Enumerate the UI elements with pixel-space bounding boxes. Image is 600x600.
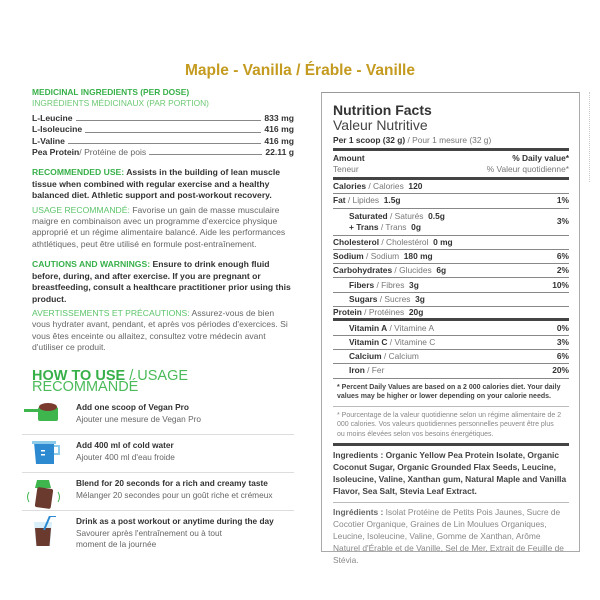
divider <box>589 92 590 182</box>
step-item: Drink as a post workout or anytime during the day Savourer après l'entraînement ou à tout moment de la journée <box>22 511 294 549</box>
nutrition-facts-table <box>321 92 580 566</box>
calcium-row: Calcium / Calcium 6% <box>333 350 569 364</box>
ingredients-en: Ingredients : Organic Yellow Pea Protein Isolate, Organic Coconut Sugar, Organic Grounded Flax Seeds, Leucine, Isoleucine, Valine, Xanthan gum, Natural Maple and Vanilla Flavor, Sea Salt, Stevia Leaf Extract. <box>333 446 569 503</box>
footnote-fr: * Pourcentage de la valeur quotidienne selon un régime alimentaire de 2 000 calories. Vos valeurs quotidiennes personnelles peuvent être plus ou moins élevées selon vos besoins énergétiques. <box>333 407 569 447</box>
glass-straw-icon <box>22 516 64 542</box>
fat-row: Fat / Lipides 1.5g 1% <box>333 194 569 208</box>
cautions-fr: AVERTISSEMENTS ET PRÉCAUTIONS: Assurez-vous de bien vous hydrater avant, pendant, et après vos périodes d'exercices. Si vous êtes enceinte ou allaitez, consultez votre médecin avant d'utiliser ce produit. <box>32 307 288 353</box>
flavor-title: Maple - Vanilla / Érable - Vanille <box>184 62 415 79</box>
carbohydrates-row: Carbohydrates / Glucides 6g 2% <box>333 264 569 278</box>
sugars-row: Sugars / Sucres 3g <box>333 293 569 307</box>
footnote-en: * Percent Daily Values are based on a 2 000 calories diet. Your daily values may be higher or lower depending on your calorie needs. <box>333 379 569 407</box>
left-column <box>32 87 294 549</box>
cautions-en: CAUTIONS AND WARNINGS: Ensure to drink enough fluid before, during, and after exercise. If you are pregnant or breastfeeding, consult a healthcare practitioner prior using this product. <box>32 259 291 304</box>
vitamin-a-row: Vitamin A / Vitamine A 0% <box>333 321 569 335</box>
ingredient-row: Pea Protein / Protéine de pois 22.11 g <box>32 147 294 158</box>
medicinal-header-fr: INGRÉDIENTS MÉDICINAUX (PAR PORTION) <box>32 98 209 109</box>
nutrition-title-en: Nutrition Facts <box>333 102 432 118</box>
step-item: Add one scoop of Vegan Pro Ajouter une mesure de Vegan Pro <box>22 397 294 435</box>
ingredient-row: L-Isoleucine 416 mg <box>32 124 294 135</box>
header-row: Amount Teneur % Daily value* % Valeur quotidienne* <box>333 151 569 180</box>
iron-row: Iron / Fer 20% <box>333 364 569 378</box>
ingredient-row: L-Valine 416 mg <box>32 135 294 146</box>
steps-list <box>32 397 294 549</box>
scoop-icon <box>22 402 64 428</box>
medicinal-list <box>32 113 294 159</box>
sodium-row: Sodium / Sodium 180 mg 6% <box>333 250 569 264</box>
step-item: Add 400 ml of cold water Ajouter 400 ml d'eau froide <box>22 435 294 473</box>
ingredient-row: L-Leucine 833 mg <box>32 112 294 123</box>
nutrition-title-fr: Valeur Nutritive <box>333 117 428 133</box>
saturated-trans-row: Saturated / Saturés 0.5g + Trans / Trans 0g 3% <box>333 209 569 236</box>
fibers-row: Fibers / Fibres 3g 10% <box>333 278 569 292</box>
recommended-use-fr: USAGE RECOMMANDÉ: Favorise un gain de masse musculaire maigre en combinaison avec un programme d'exercice physique approprié et un régime alimentaire balancé. Aide les performances athtlétiques, peut être utilisé en formule post-entraînement. <box>32 204 286 249</box>
how-to-use-heading: HOW TO USE / USAGE RECOMMANDÉ <box>32 367 189 395</box>
cholesterol-row: Cholesterol / Cholestérol 0 mg <box>333 236 569 250</box>
ingredients-fr: Ingrédients : Isolat Protéine de Petits Pois Jaunes, Sucre de Cocotier Organique, Graines de Lin Moulues Organiques, Leucine, Isoleucine, Valine, Gomme de Xanthan, Arôme Naturel d'Érable et de Vanille, Sel de Mer, Extrait de Feuille de Stévia. <box>333 507 564 566</box>
medicinal-header-en: MEDICINAL INGREDIENTS (PER DOSE) <box>32 87 190 97</box>
recommended-use-en: RECOMMENDED USE: Assists in the building of lean muscle tissue when combined with regular exercise and a healthy balanced diet. Athletic support and post-workout recovery. <box>32 167 280 201</box>
vitamin-c-row: Vitamin C / Vitamine C 3% <box>333 336 569 350</box>
step-item: Blend for 20 seconds for a rich and creamy taste Mélanger 20 secondes pour un goût riche et crémeux <box>22 473 294 511</box>
calories-row: Calories / Calories 120 <box>333 180 569 194</box>
shaker-icon <box>22 478 64 504</box>
measuring-cup-icon <box>22 440 64 466</box>
serving-size: Per 1 scoop (32 g) / Pour 1 mesure (32 g) <box>333 135 569 151</box>
protein-row: Protein / Protéines 20g <box>333 307 569 321</box>
